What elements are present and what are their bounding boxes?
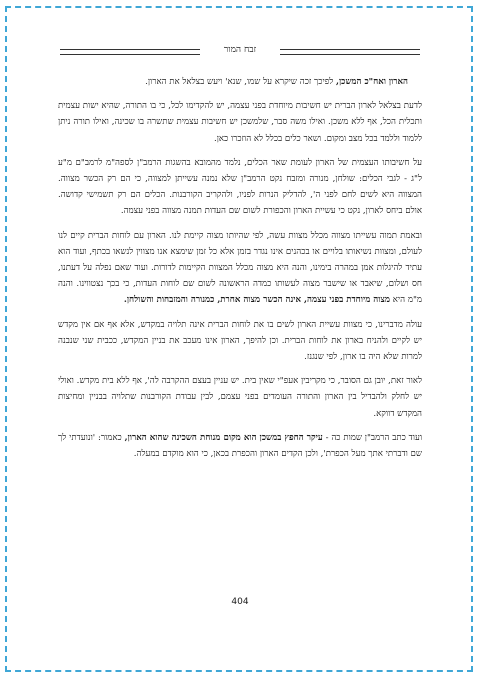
paragraph-1-lead: הארון ואח"כ המשכן, — [335, 77, 408, 87]
paragraph-7-text: ועוד כתב הרמב"ן שמות כה - — [322, 432, 423, 443]
paragraph-1 — [58, 74, 422, 90]
paragraph-4 — [58, 228, 422, 309]
paragraph-5: עולה מדברינו, כי מצוות עשיית הארון לשים בו את לוחות הברית אינה תלויה במקדש, אלא אף אם אין מקדש יש לקיים ולהניח בארון את לוחות הברית. וכן להיפך, הארון אינו מעכב את בניין המקדש, ככבית שני שנבנה למרות שלא היה בו ארון, לפי שנגנז. — [58, 319, 422, 363]
running-header — [60, 45, 420, 59]
paragraph-1-text: לפיכך זכה שיקרא על שמו, שנא' ויעש בצלאל את הארון. — [145, 77, 336, 87]
paragraph-3: על חשיבותו העצמית של הארון לעומת שאר הכלים, נלמד מהמובא בהשגות הרמב"ן לספה"מ לרמב"ם מ"ע ל"ג - לגבי הכלים: שולחן, מנורה ומזבח נקט הרמב"ן שלא נמנה עשייתן למצווה, כי הם רק הכשר מצווה. המצווה היא לשים לחם לפני ה', להדליק הנרות לפניו, ולהקריב הקורבנות. הכלים הם רק תשמישי קדושה. אולם ביחס לארון, נקט כי עשיית הארון והכפורת לשום שם העדות תמנה מצווה בפני עצמה. — [58, 157, 422, 217]
header-rule-left — [60, 49, 200, 55]
paragraph-7 — [58, 430, 422, 462]
paragraph-4-text: ובאמת תמוה עשייתו מצווה מכלל מצוות עשה, לפי שהיותו מצוה קיימת לנו. הארון עם לוחות הברית קיים לנו לעולם, ומצוות נשיאותו בלויים או בכהנים אינו נגדר בזמן אלא כל זמן שימצא אנו מצווין לנשאו בכתף, ועוד הוא עתיד להיגלות אמן במהרה בימינו, והנה היא מצוה מכלל המצוות הקיימות לדורות. ועוד שאם נפלה על דעתנו, חס ושלום, שיאבד או שישבר מצוה לעשותו כמדה הראשונה לשום שם לוחות העדות, כי בכך נצטווינו. והנה מ"מ היא — [58, 230, 422, 306]
header-title: זבח המור — [223, 45, 257, 55]
paragraph-2: לדעת בצלאל לארון הברית יש חשיבות מיוחדת בפני עצמה, יש להקדימו לכל, כי בו התורה, שהיא ישות עצמית ותכלית הכל, אף ללא משכן. ואילו משה סבר, שלמשכן יש חשיבות עצמית שתשרה בו שכינה, ואילו תורה ניתן ללמוד וללמד בכל מצב ומקום. ושאר כלים בכלל לא הוזכרו כאן. — [58, 101, 422, 144]
paragraph-4-bold: מצוה מיוחדת בפני עצמה, אינה הכשר מצוה אחרת, כמנורה והמזבחות והשולחן. — [123, 295, 391, 306]
body-text — [58, 74, 422, 470]
paragraph-7-text-end: כאמור: 'ונועדתי לך שם ודברתי אתך מעל הכפרת', ולכן הקדים הארון והכפרת בכאן, כי הוא מוקדם במעלה. — [58, 432, 422, 460]
paragraph-7-bold: עיקר החפץ במשכן הוא מקום מנוחת השכינה שהוא הארון, — [124, 432, 323, 443]
page-number: 404 — [231, 597, 249, 607]
paragraph-6: לאור זאת, יובן גם הסובר, כי מקריבין אעפ"י שאין בית. יש עניין בעצם ההקרבה לה', אף ללא בית מקדש. ואולי יש לחלק ולהבדיל בין הארון והתורה העומדים בפני עצמם, לבין עבודת הקורבנות שתלויה בבניין ומחיצות המקדש דווקא. — [58, 376, 422, 419]
